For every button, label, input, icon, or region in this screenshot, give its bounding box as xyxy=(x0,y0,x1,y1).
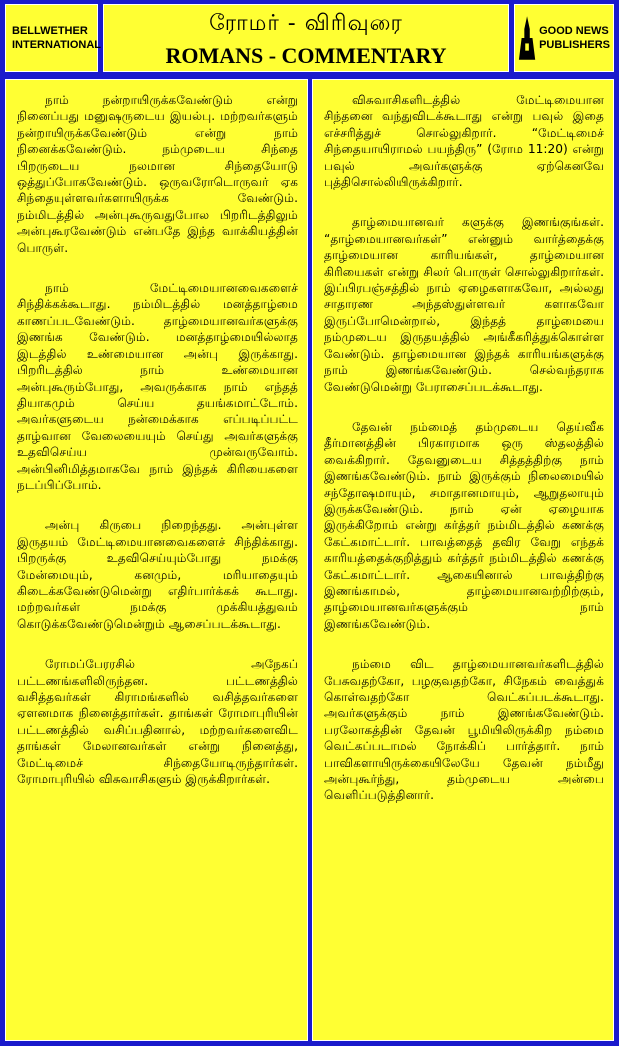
paragraph: தாழ்மையானவர் களுக்கு இணங்குங்கள். “தாழ்மையானவர்கள்” என்னும் வார்த்தைக்கு தாழ்மையான காரியங்கள், தாழ்மையான கிரியைகள் என்று சிலர் பொருள் சொல்லுகிறார்கள். இப்பிரபஞ்சத்தில் நாம் ஏழைகளாகவோ, அல்லது சாதாரண அந்தஸ்துள்ளவர் களாகவோ இருப்போமென்றால், இந்தத் தாழ்மையை நம்முடைய இருதயத்தில் அங்கீகரித்துக்கொள்ள வேண்டும். தாழ்மையான இந்தக் காரியங்களுக்கு நாம் இணங்கவேண்டும். செல்வந்தராக வேண்டுமென்று பேராசைப்படக்கூடாது. xyxy=(324,215,604,394)
tower-icon xyxy=(518,14,536,62)
title-tamil: ரோமர் - விரிவுரை xyxy=(209,11,403,36)
left-logo-line-2: INTERNATIONAL xyxy=(12,39,102,51)
right-logo-line-1: GOOD NEWS xyxy=(539,25,609,37)
paragraph: நம்மை விட தாழ்மையானவர்களிடத்தில் பேசுவதற்கோ, பழகுவதற்கோ, சிநேகம் வைத்துக் கொள்வதற்கோ வெட்கப்படக்கூடாது. அவர்களுக்கும் நாம் இணங்கவேண்டும். பரலோகத்தின் தேவன் பூமியிலிருக்கிற நம்மை வெட்கப்படாமல் நோக்கிப் பார்த்தார். நாம் பாவிகளாயிருக்கையிலேயே தேவன் நம்மீது அன்புகூர்ந்து, தம்முடைய அன்பை வெளிப்படுத்தினார். xyxy=(324,657,604,803)
right-column xyxy=(312,79,614,1041)
bellwether-logo xyxy=(5,4,102,72)
right-logo-line-2: PUBLISHERS xyxy=(539,39,610,51)
left-column xyxy=(5,79,308,1041)
paragraph: விசுவாசிகளிடத்தில் மேட்டிமையான சிந்தனை வந்துவிடக்கூடாது என்று பவுல் இதை எச்சரித்துச் சொல்லுகிறார். “மேட்டிமைச் சிந்தையாயிராமல் பயந்திரு” (ரோம 11:20) என்று பவுல் அவர்களுக்கு ஏற்கெனவே புத்திசொல்லியிருக்கிறார். xyxy=(324,93,604,190)
paragraph: ரோமப்பேரரசில் அநேகப் பட்டணங்களிலிருந்தன. பட்டணத்தில் வசித்தவர்கள் கிராமங்களில் வசித்தவர்களை ஏளனமாக நினைத்தார்கள். தாங்கள் ரோமாபுரியின் பட்டணத்தில் வசிப்பதினால், மற்றவர்களைவிட தாங்கள் மேலானவர்கள் என்று நினைத்து, மேட்டிமைச் சிந்தையோடிருந்தார்கள். ரோமாபுரியில் விசுவாசிகளும் இருக்கிறார்கள். xyxy=(17,657,298,787)
paragraph: அன்பு கிருபை நிறைந்தது. அன்புள்ள இருதயம் மேட்டிமையானவைகளைச் சிந்திக்காது. பிறருக்கு உதவிசெய்யும்போது நமக்கு மேன்மையும், கனமும், மரியாதையும் கிடைக்கவேண்டுமென்று எதிர்பார்க்கக் கூடாது. மற்றவர்கள் நமக்கு முக்கியத்துவம் கொடுக்கவேண்டுமென்றும் ஆசைப்படக்கூடாது. xyxy=(17,518,298,631)
paragraph: நாம் மேட்டிமையானவைகளைச் சிந்திக்கக்கூடாது. நம்மிடத்தில் மனத்தாழ்மை காணப்படவேண்டும். தாழ்மையானவர்களுக்கு இணங்க வேண்டும். மனத்தாழ்மையில்லாத இடத்தில் உண்மையான அன்பு இருக்காது. பிறரிடத்தில் நாம் உண்மையான அன்புகூரும்போது, அவருக்காக நாம் எந்தத் தியாகமும் செய்ய தயங்கமாட்டோம். அவர்களுடைய நன்மைக்காக எப்படிப்பட்ட தாழ்வான வேலையையும் செய்து அவர்களுக்கு உதவிசெய்ய முன்வருவோம். அன்பினிமித்தமாகவே நாம் இந்தக் கிரியைகளை நடப்பிப்போம். xyxy=(17,281,298,492)
paragraph: நாம் நன்றாயிருக்கவேண்டும் என்று நினைப்பது மனுஷருடைய இயல்பு. மற்றவர்களும் நன்றாயிருக்கவேண்டும் என்று நாம் நினைக்கவேண்டும். நம்முடைய சிந்தை பிறருடைய நலமான சிந்தையோடு ஒத்துப்போகவேண்டும். ஒருவரோடொருவர் ஏக சிந்தையுள்ளவர்களாயிருக்க வேண்டும். நம்மிடத்தில் அன்புகூருவதுபோல பிறரிடத்திலும் அன்புகூரவேண்டும் என்பதே இந்த வாக்கியத்தின் பொருள். xyxy=(17,93,298,255)
left-logo-line-1: BELLWETHER xyxy=(12,25,88,37)
title-english: ROMANS - COMMENTARY xyxy=(165,43,447,68)
good-news-logo xyxy=(514,4,614,72)
page-title xyxy=(103,4,509,72)
paragraph: தேவன் நம்மைத் தம்முடைய தெய்வீக தீர்மானத்தின் பிரகாரமாக ஒரு ஸ்தலத்தில் வைக்கிறார். தேவனுடைய சித்தத்திற்கு நாம் இணங்கவேண்டும். நாம் இருக்கும் நிலைமையில் சந்தோஷமாயும், சமாதானமாயும், ஆறுதலாயும் இருக்கவேண்டும். நாம் ஏன் ஏழையாக இருக்கிறோம் என்று கர்த்தர் நம்மிடத்தில் கணக்கு கேட்கமாட்டார். பாவத்தைத் தவிர வேறு எந்தக் காரியத்தைக்குறித்தும் கர்த்தர் நம்மிடத்தில் கணக்கு கேட்கமாட்டார். ஆகையினால் பாவத்திற்கு இணங்காமல், தாழ்மையானவற்றிற்கும், தாழ்மையானவர்களுக்கும் நாம் இணங்கவேண்டும். xyxy=(324,419,604,631)
